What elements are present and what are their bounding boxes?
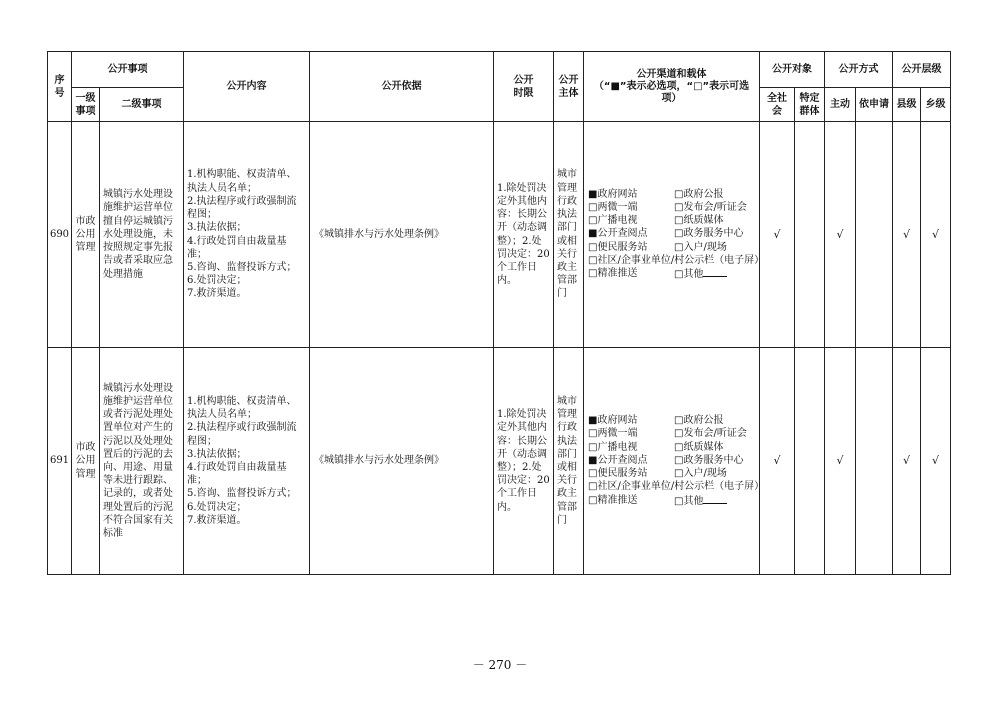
row-seq: 690	[48, 122, 72, 348]
table-row	[48, 122, 951, 348]
row-level-town: √	[921, 348, 951, 575]
row-basis: 《城镇排水与污水处理条例》	[310, 122, 494, 348]
row-target-all: √	[760, 348, 795, 575]
row-target-specific	[795, 348, 825, 575]
row-method-active: √	[825, 348, 856, 575]
row-method-request	[856, 348, 893, 575]
header-channel: 公开渠道和载体 （“■”表示必选项，“□”表示可选项）	[584, 52, 760, 122]
row-level-county: √	[893, 122, 921, 348]
header-level1: 一级事项	[72, 88, 100, 122]
blank-line	[703, 494, 727, 504]
header-target-specific: 特定群体	[795, 88, 825, 122]
row-level-county: √	[893, 348, 921, 575]
row-method-request	[856, 122, 893, 348]
row-content: 1.机构职能、权责清单、 执法人员名单； 2.执法程序或行政强制流 程图； 3.执法依据； 4.行政处罚自由裁量基 准； 5.咨询、监督投诉方式； 6.处罚决定； 7.救济渠道。	[184, 122, 310, 348]
header-subject: 公开主体	[554, 52, 584, 122]
row-channels: ■政府网站 □政府公报 □两微一端 □发布会/听证会 □广播电视 □纸质媒体 ■公开查阅点 □政务服务中心 □便民服务站 □入户/现场 □社区/企事业单位/村公示栏（电子屏） □精准推送 □其他	[584, 348, 760, 575]
row-content: 1.机构职能、权责清单、 执法人员名单； 2.执法程序或行政强制流 程图； 3.执法依据； 4.行政处罚自由裁量基 准； 5.咨询、监督投诉方式； 6.处罚决定； 7.救济渠道。	[184, 348, 310, 575]
row-target-all: √	[760, 122, 795, 348]
row-time: 1.除处罚决定外其他内容：长期公开（动态调整）；2.处罚决定：20个工作日内。	[494, 348, 554, 575]
table-row	[48, 348, 951, 575]
row-basis: 《城镇排水与污水处理条例》	[310, 348, 494, 575]
header-target: 公开对象	[760, 52, 825, 88]
row-method-active: √	[825, 122, 856, 348]
header-level-town: 乡级	[921, 88, 951, 122]
row-level1: 市政公用管理	[72, 348, 100, 575]
header-channel-note: （“■”表示必选项，“□”表示可选项）	[593, 81, 750, 104]
header-level: 公开层级	[893, 52, 951, 88]
row-seq: 691	[48, 348, 72, 575]
row-level2: 城镇污水处理设施维护运营单位或者污泥处理处置单位对产生的污泥以及处理处置后的污泥的去向、用途、用量等未进行跟踪、记录的，或者处理处置后的污泥不符合国家有关标准	[100, 348, 184, 575]
header-seq: 序号	[48, 52, 72, 122]
header-basis: 公开依据	[310, 52, 494, 122]
header-target-all: 全社会	[760, 88, 795, 122]
header-method-request: 依申请	[856, 88, 893, 122]
header-content: 公开内容	[184, 52, 310, 122]
header-method-active: 主动	[825, 88, 856, 122]
blank-line	[703, 267, 727, 277]
row-target-specific	[795, 122, 825, 348]
row-subject: 城市管理行政执法部门或相关行政主管部门	[554, 348, 584, 575]
header-matter: 公开事项	[72, 52, 184, 88]
header-method: 公开方式	[825, 52, 893, 88]
header-level2: 二级事项	[100, 88, 184, 122]
row-level1: 市政公用管理	[72, 122, 100, 348]
row-level-town: √	[921, 122, 951, 348]
row-channels: ■政府网站 □政府公报 □两微一端 □发布会/听证会 □广播电视 □纸质媒体 ■公开查阅点 □政务服务中心 □便民服务站 □入户/现场 □社区/企事业单位/村公示栏（电子屏） □精准推送 □其他	[584, 122, 760, 348]
row-time: 1.除处罚决定外其他内容：长期公开（动态调整）；2.处罚决定：20个工作日内。	[494, 122, 554, 348]
row-level2: 城镇污水处理设施维护运营单位擅自停运城镇污水处理设施，未按照规定事先报告或者采取应急处理措施	[100, 122, 184, 348]
header-level-county: 县级	[893, 88, 921, 122]
page-number: － 270 －	[472, 658, 528, 672]
row-subject: 城市管理行政执法部门或相关行政主管部门	[554, 122, 584, 348]
header-time: 公开时限	[494, 52, 554, 122]
disclosure-table	[47, 51, 951, 575]
